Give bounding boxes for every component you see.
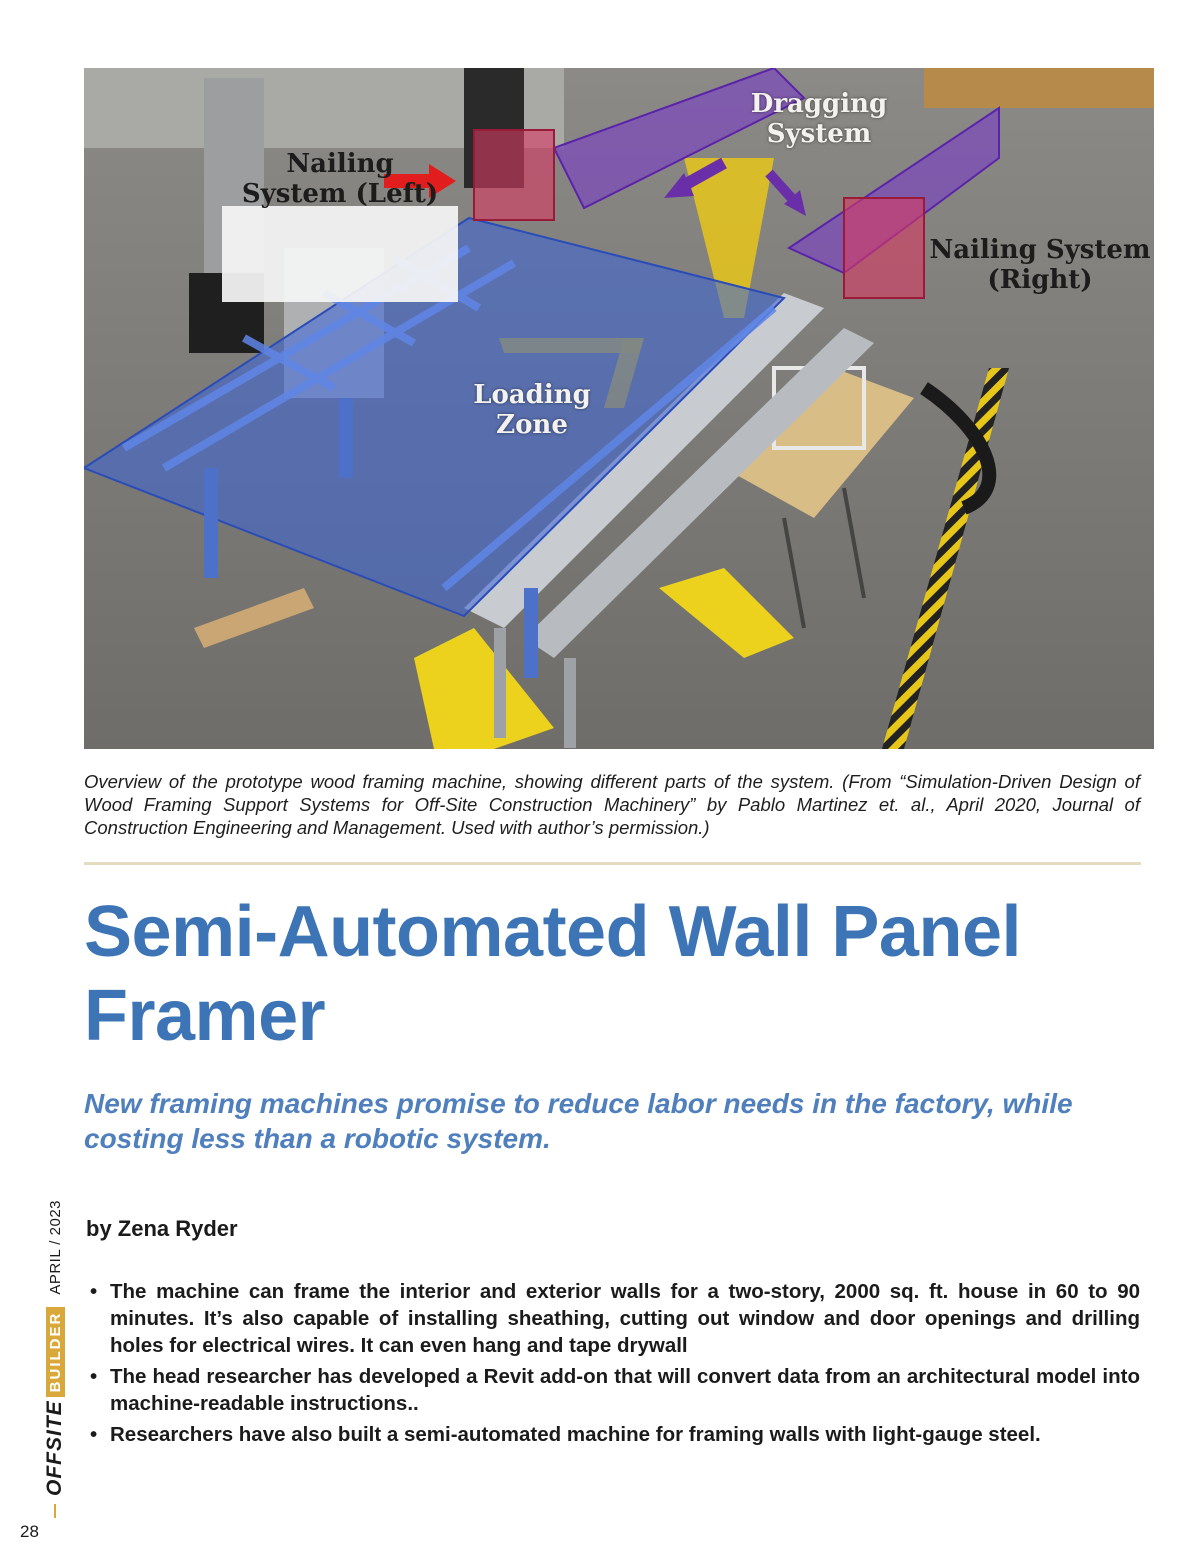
list-item bbox=[90, 1421, 1140, 1448]
label-loading-zone: Loading Zone bbox=[473, 380, 591, 440]
key-points-list bbox=[90, 1278, 1140, 1452]
lumber-stack bbox=[924, 68, 1154, 108]
list-item bbox=[90, 1363, 1140, 1417]
label-background bbox=[222, 206, 458, 302]
issue-date: APRIL / 2023 bbox=[46, 1199, 64, 1295]
figure-photo bbox=[84, 68, 1154, 749]
nailing-system-left-overlay bbox=[474, 130, 554, 220]
bullet-marker: • bbox=[90, 1423, 98, 1446]
nailing-system-right-overlay bbox=[844, 198, 924, 298]
bullet-marker: • bbox=[90, 1280, 98, 1303]
article-byline: by Zena Ryder bbox=[86, 1216, 238, 1241]
divider bbox=[84, 862, 1141, 865]
label-nailing-right: Nailing System (Right) bbox=[929, 235, 1151, 295]
figure-caption: Overview of the prototype wood framing machine, showing different parts of the system. (From “Simulation-Driven Design of Wood Framing Support Systems for Off-Site Construction Machinery” by Pablo Martinez et. al., April 2020, Journal of Construction Engineering and Management. Used with author’s permission.) bbox=[84, 771, 1140, 838]
magazine-name-builder: BUILDER bbox=[46, 1307, 65, 1398]
label-nailing-left: Nailing System (Left) bbox=[241, 149, 439, 209]
article-headline: Semi-Automated Wall Panel Framer bbox=[84, 892, 1021, 1056]
magazine-side-tag bbox=[44, 1200, 66, 1518]
bullet-text: The machine can frame the interior and exterior walls for a two-story, 2000 sq. ft. house in 60 to 90 minutes. It’s also capable of installing sheathing, cutting out window and door openings and drilling holes for electrical wires. It can even hang and tape drywall bbox=[110, 1280, 1140, 1357]
bullet-marker: • bbox=[90, 1365, 98, 1388]
list-item bbox=[90, 1278, 1140, 1359]
bullet-text: Researchers have also built a semi-automated machine for framing walls with light-gauge steel. bbox=[110, 1423, 1041, 1446]
page-number: 28 bbox=[20, 1522, 39, 1541]
article-deck: New framing machines promise to reduce labor needs in the factory, while costing less than a robotic system. bbox=[84, 1088, 1073, 1154]
magazine-name-offsite: OFFSITE bbox=[43, 1400, 66, 1496]
label-dragging: Dragging System bbox=[750, 89, 888, 149]
bullet-text: The head researcher has developed a Revit add-on that will convert data from an architectural model into machine-readable instructions.. bbox=[110, 1365, 1140, 1415]
accent-bar bbox=[54, 1504, 56, 1518]
